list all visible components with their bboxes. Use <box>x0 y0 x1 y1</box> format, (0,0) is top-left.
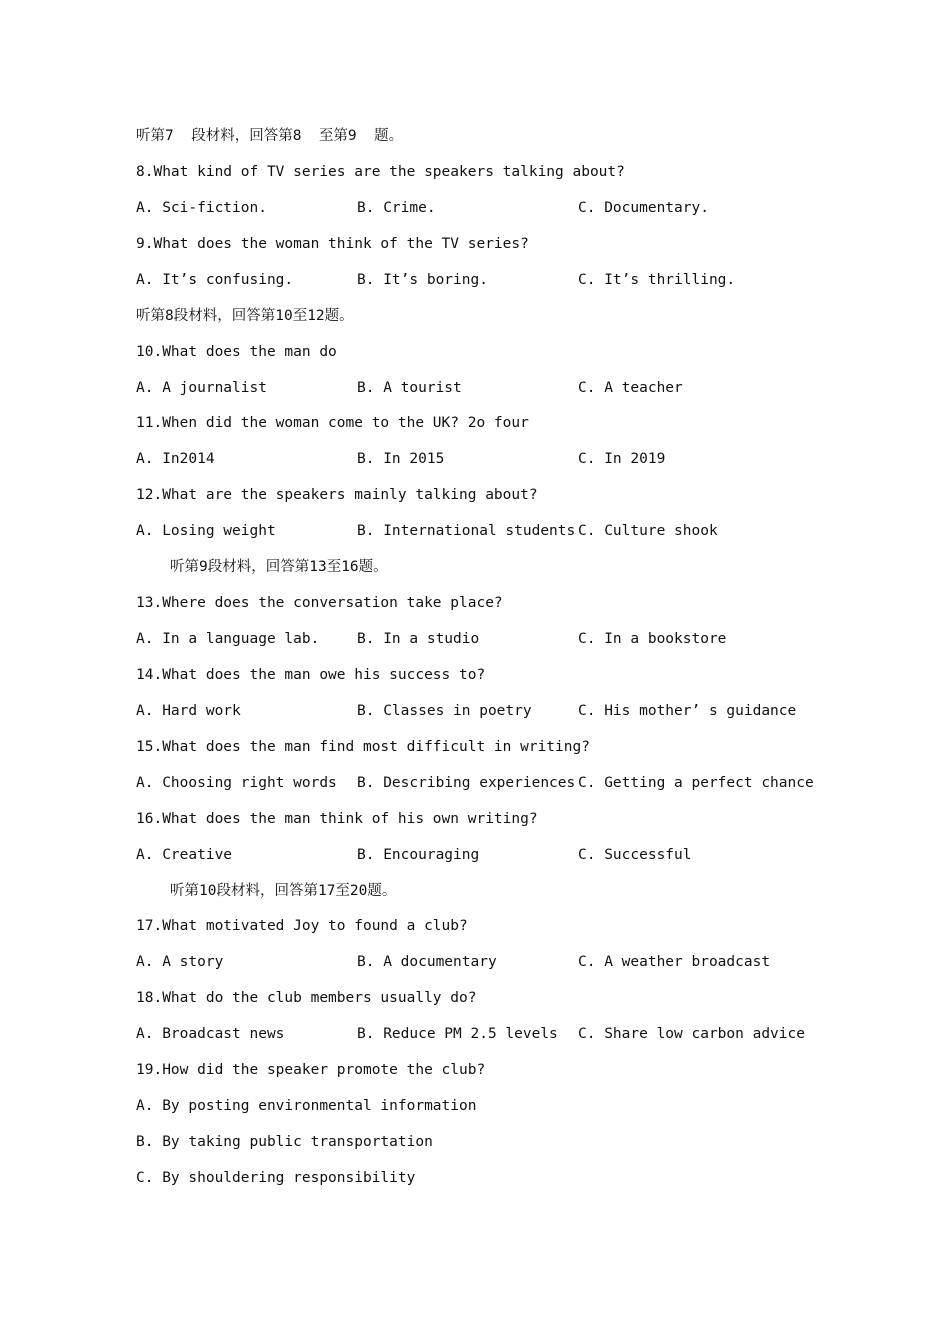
answer-option-c: C. His mother’ s guidance <box>578 703 797 719</box>
answer-option-a: A. Losing weight <box>136 523 276 539</box>
answer-option-c: C. Share low carbon advice <box>578 1026 805 1042</box>
question-text: 13.Where does the conversation take place? <box>136 595 503 611</box>
question-text: 18.What do the club members usually do? <box>136 990 477 1006</box>
answer-option-b: B. Crime. <box>357 200 436 216</box>
question-text: 15.What does the man find most difficult in writing? <box>136 739 590 755</box>
question-text: 19.How did the speaker promote the club? <box>136 1062 486 1078</box>
answer-option-b: B. In 2015 <box>357 451 445 467</box>
answer-option-b: B. Classes in poetry <box>357 703 532 719</box>
answer-option-b: B. International students <box>357 523 576 539</box>
question-text: B. By taking public transportation <box>136 1134 433 1150</box>
answer-option-b: B. Describing experiences <box>357 775 576 791</box>
question-text: 9.What does the woman think of the TV series? <box>136 236 529 252</box>
question-text: 8.What kind of TV series are the speakers talking about? <box>136 164 625 180</box>
answer-option-c: C. A teacher <box>578 380 683 396</box>
answer-option-c: C. Successful <box>578 847 692 863</box>
answer-option-c: C. In 2019 <box>578 451 666 467</box>
answer-option-c: C. Getting a perfect chance <box>578 775 814 791</box>
question-text: 12.What are the speakers mainly talking about? <box>136 487 538 503</box>
answer-option-a: A. A story <box>136 954 224 970</box>
answer-option-a: A. In a language lab. <box>136 631 320 647</box>
question-text: 11.When did the woman come to the UK? 2o four <box>136 415 529 431</box>
section-heading: 听第10段材料，回答第17至20题。 <box>170 883 397 899</box>
answer-option-a: A. A journalist <box>136 380 267 396</box>
answer-option-b: B. Encouraging <box>357 847 480 863</box>
answer-option-a: A. It’s confusing. <box>136 272 294 288</box>
answer-option-a: A. Choosing right words <box>136 775 337 791</box>
answer-option-a: A. Creative <box>136 847 233 863</box>
answer-option-c: C. A weather broadcast <box>578 954 771 970</box>
question-text: 10.What does the man do <box>136 344 337 360</box>
question-text: 14.What does the man owe his success to? <box>136 667 486 683</box>
answer-option-a: A. In2014 <box>136 451 215 467</box>
question-text: 听第8段材料，回答第10至12题。 <box>136 308 354 324</box>
question-text: 16.What does the man think of his own writing? <box>136 811 538 827</box>
answer-option-b: B. It’s boring. <box>357 272 488 288</box>
answer-option-a: A. Broadcast news <box>136 1026 285 1042</box>
answer-option-a: A. Hard work <box>136 703 241 719</box>
answer-option-b: B. Reduce PM 2.5 levels <box>357 1026 558 1042</box>
answer-option-c: C. In a bookstore <box>578 631 727 647</box>
section-heading: 听第9段材料，回答第13至16题。 <box>170 559 388 575</box>
answer-option-c: C. It’s thrilling. <box>578 272 736 288</box>
question-text: 听第7 段材料，回答第8 至第9 题。 <box>136 128 404 144</box>
answer-option-b: B. In a studio <box>357 631 480 647</box>
answer-option-c: C. Documentary. <box>578 200 709 216</box>
question-text: C. By shouldering responsibility <box>136 1170 416 1186</box>
answer-option-b: B. A tourist <box>357 380 462 396</box>
question-text: A. By posting environmental information <box>136 1098 477 1114</box>
question-text: 17.What motivated Joy to found a club? <box>136 918 468 934</box>
answer-option-c: C. Culture shook <box>578 523 718 539</box>
answer-option-a: A. Sci-fiction. <box>136 200 267 216</box>
answer-option-b: B. A documentary <box>357 954 497 970</box>
